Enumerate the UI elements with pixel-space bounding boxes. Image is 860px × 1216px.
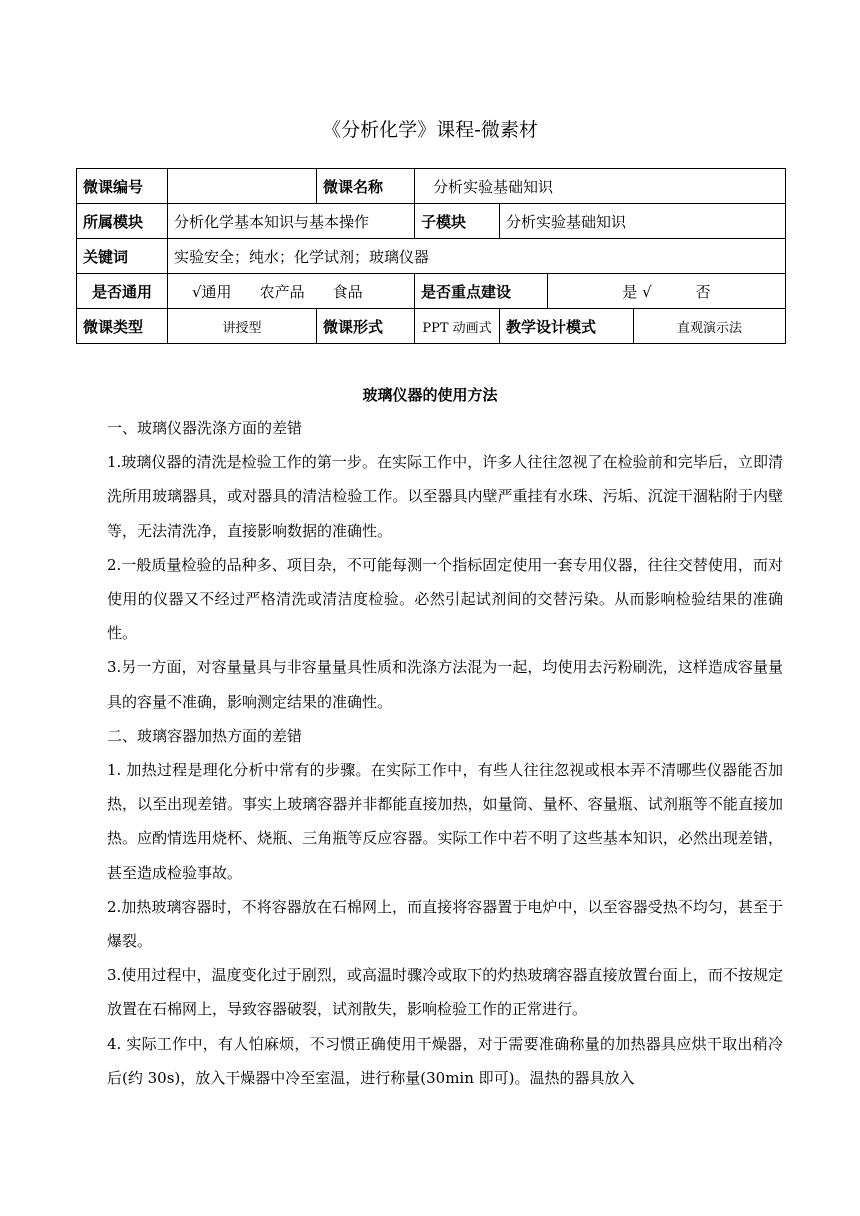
paragraph: 4. 实际工作中，有人怕麻烦，不习惯正确使用干燥器，对于需要准确称量的加热器具应烘干取出稍冷后(约 30s)，放入干燥器中冷至室温，进行称量(30min 即可)。温热的器具放入	[107, 1034, 783, 1087]
label-general: 是否通用	[77, 274, 168, 309]
value-general	[168, 274, 415, 309]
label-course-id: 微课编号	[77, 169, 168, 204]
label-course-type: 微课类型	[77, 309, 168, 344]
label-module: 所属模块	[77, 204, 168, 239]
value-key-build	[548, 274, 786, 309]
table-row	[77, 274, 786, 309]
section-title: 玻璃仪器的使用方法	[362, 386, 498, 404]
course-info-table	[76, 168, 786, 344]
value-submodule: 分析实验基础知识	[500, 204, 786, 239]
option-food: 食品	[332, 282, 363, 301]
table-row	[77, 204, 786, 239]
paragraph: 1. 加热过程是理化分析中常有的步骤。在实际工作中，有些人往往忽视或根本弄不清哪些仪器能否加热，以至出现差错。事实上玻璃容器并非都能直接加热，如量筒、量杯、容量瓶、试剂瓶等不能直接加热。应酌情选用烧杯、烧瓶、三角瓶等反应容器。实际工作中若不明了这些基本知识，必然出现差错，甚至造成检验事故。	[107, 761, 783, 882]
option-yes: 是 √	[622, 282, 652, 301]
paragraph: 3.另一方面，对容量量具与非容量量具性质和洗涤方法混为一起，均使用去污粉刷洗，这样造成容量量具的容量不准确，影响测定结果的准确性。	[107, 658, 783, 711]
label-submodule: 子模块	[415, 204, 500, 239]
label-keywords: 关键词	[77, 239, 168, 274]
value-module: 分析化学基本知识与基本操作	[168, 204, 415, 239]
table-row	[77, 309, 786, 344]
label-course-form: 微课形式	[317, 309, 415, 344]
option-general: √通用	[192, 282, 232, 301]
option-agri: 农产品	[259, 282, 305, 301]
paragraph: 2.加热玻璃容器时，不将容器放在石棉网上，而直接将容器置于电炉中，以至容器受热不均匀，甚至于爆裂。	[107, 897, 783, 951]
paragraph: 1.玻璃仪器的清洗是检验工作的第一步。在实际工作中，许多人往往忽视了在检验前和完毕后，立即清洗所用玻璃器具，或对器具的清洁检验工作。以至器具内壁严重挂有水珠、污垢、沉淀干涸粘附于内壁等，无法清洗净，直接影响数据的准确性。	[107, 453, 783, 540]
table-row	[77, 169, 786, 204]
paragraph: 3.使用过程中，温度变化过于剧烈，或高温时骤冷或取下的灼热玻璃容器直接放置台面上，而不按规定放置在石棉网上，导致容器破裂，试剂散失，影响检验工作的正常进行。	[107, 966, 783, 1019]
value-keywords: 实验安全；纯水；化学试剂；玻璃仪器	[168, 239, 786, 274]
label-key-build: 是否重点建设	[415, 274, 548, 309]
page-title: 《分析化学》课程-微素材	[322, 119, 538, 141]
heading-washing: 一、玻璃仪器洗涤方面的差错	[107, 419, 303, 437]
table-row	[77, 239, 786, 274]
value-course-type: 讲授型	[168, 309, 317, 344]
label-course-name: 微课名称	[317, 169, 415, 204]
value-course-id	[168, 169, 317, 204]
body-text	[107, 411, 783, 1095]
paragraph: 2.一般质量检验的品种多、项目杂，不可能每测一个指标固定使用一套专用仪器，往往交替使用，而对使用的仪器又不经过严格清洗或清洁度检验。必然引起试剂间的交替污染。从而影响检验结果的准确性。	[107, 555, 783, 643]
value-course-form: PPT 动画式	[415, 309, 500, 344]
option-no: 否	[695, 282, 711, 301]
value-course-name: 分析实验基础知识	[415, 169, 786, 204]
heading-heating: 二、玻璃容器加热方面的差错	[107, 726, 303, 745]
value-design-mode: 直观演示法	[634, 309, 786, 344]
label-design-mode: 教学设计模式	[500, 309, 634, 344]
